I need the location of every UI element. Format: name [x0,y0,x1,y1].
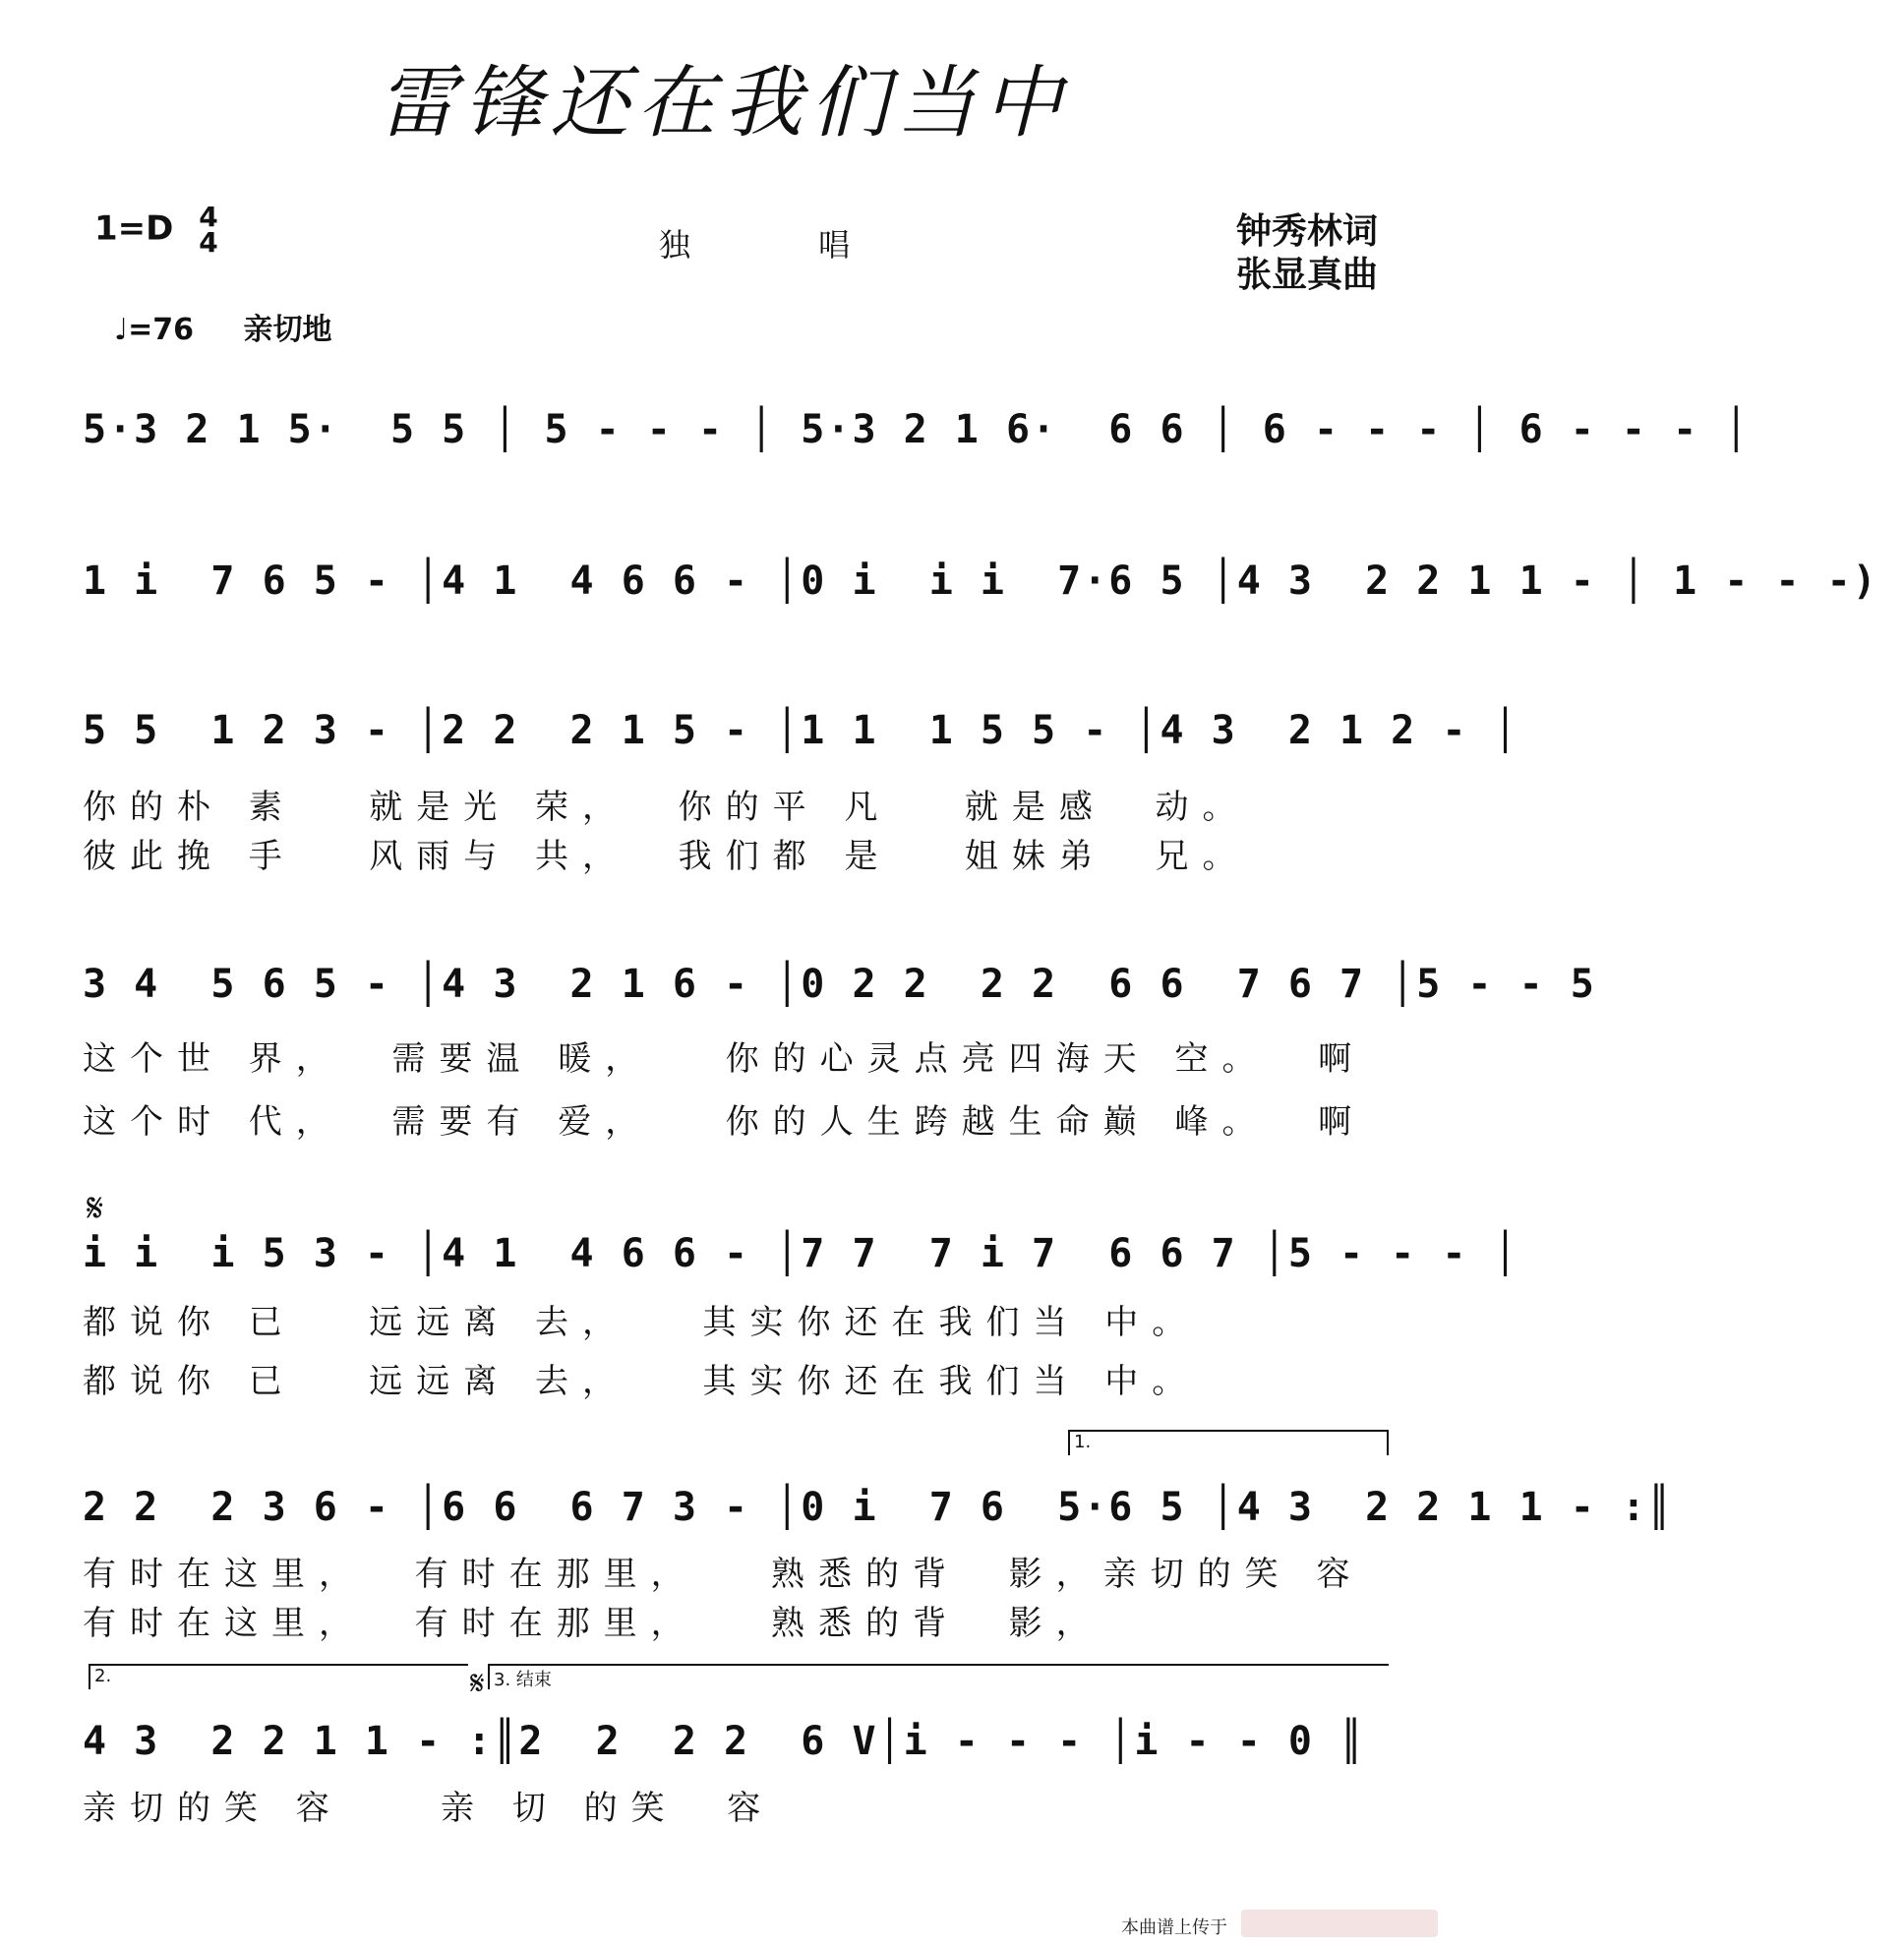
key-signature [94,201,218,259]
performance-type: 独 唱 [659,226,910,264]
time-bottom: 4 [199,226,218,259]
notation-line: 1 i 7 6 5 - │4 1 4 6 6 - │0 i i i 7·6 5 │4 3 2 2 1 1 - │ 1 - - -) [83,559,1904,604]
notation-line: 5·3 2 1 5· 5 5 │ 5 - - - │ 5·3 2 1 6· 6 6 │ 6 - - - │ 6 - - - │ [83,407,1751,452]
lyric-verse-1: 都说你 已 远远离 去， 其实你还在我们当 中。 [83,1303,1200,1342]
volta-1: 1. [1068,1430,1389,1455]
staff-line-5 [83,1229,1519,1406]
lyricist: 钟秀林词 [1235,211,1378,252]
footer-upload-note: 本曲谱上传于 [1121,1917,1227,1938]
notation-line: 3 4 5 6 5 - │4 3 2 1 6 - │0 2 2 2 2 6 6 7 6 7 │5 - - 5 [83,962,1596,1007]
lyric-verse-2: 都说你 已 远远离 去， 其实你还在我们当 中。 [83,1362,1200,1401]
lyric-verse-2: 这个时 代， 需要有 爱， 你的人生跨越生命巅 峰。 啊 [83,1102,1366,1142]
tempo-mark: ♩=76 [114,313,195,347]
staff-line-6 [83,1483,1674,1648]
site-logo [1241,1910,1438,1937]
volta-3: 3. 结束 [488,1664,1389,1689]
notation-line: 4 3 2 2 1 1 - :║2 2 2 2 6 V│i - - - │i - - 0 ║ [83,1719,1366,1764]
notation-line: 5 5 1 2 3 - │2 2 2 1 5 - │1 1 1 5 5 - │4 3 2 1 2 - │ [83,708,1519,753]
lyric-verse-1: 亲切的笑 容 亲 切 的笑 容 [83,1789,775,1828]
staff-line-7 [83,1717,1391,1833]
segno-icon: 𝄋 [87,1186,104,1231]
volta-2: 2. [89,1664,468,1689]
segno-icon: 𝄋 [470,1664,485,1703]
lyric-verse-1: 你的朴 素 就是光 荣， 你的平 凡 就是感 动。 [83,788,1250,827]
composer: 张显真曲 [1235,255,1378,295]
lyric-verse-2: 有时在这里， 有时在那里， 熟悉的背 影， [83,1604,1103,1643]
staff-line-4 [83,960,1596,1147]
staff-line-2 [83,557,1904,606]
lyric-verse-1: 有时在这里， 有时在那里， 熟悉的背 影，亲切的笑 容 [83,1555,1364,1594]
notation-line: 2 2 2 3 6 - │6 6 6 7 3 - │0 i 7 6 5·6 5 │4 3 2 2 1 1 - :║ [83,1485,1674,1530]
expression-mark: 亲切地 [243,313,332,347]
page-title: 雷锋还在我们当中 [377,57,1070,148]
credits [1236,210,1378,297]
staff-line-1 [83,405,1751,454]
notation-line: i i i 5 3 - │4 1 4 6 6 - │7 7 7 i 7 6 6 7 │5 - - - │ [83,1231,1519,1276]
staff-line-3 [83,706,1519,881]
lyric-verse-1: 这个世 界， 需要温 暖， 你的心灵点亮四海天 空。 啊 [83,1039,1366,1079]
time-top: 4 [199,201,218,233]
time-signature [199,201,218,259]
tempo-line [114,305,332,348]
lyric-verse-2: 彼此挽 手 风雨与 共， 我们都 是 姐妹弟 兄。 [83,837,1250,876]
key-label: 1=D [94,208,174,249]
